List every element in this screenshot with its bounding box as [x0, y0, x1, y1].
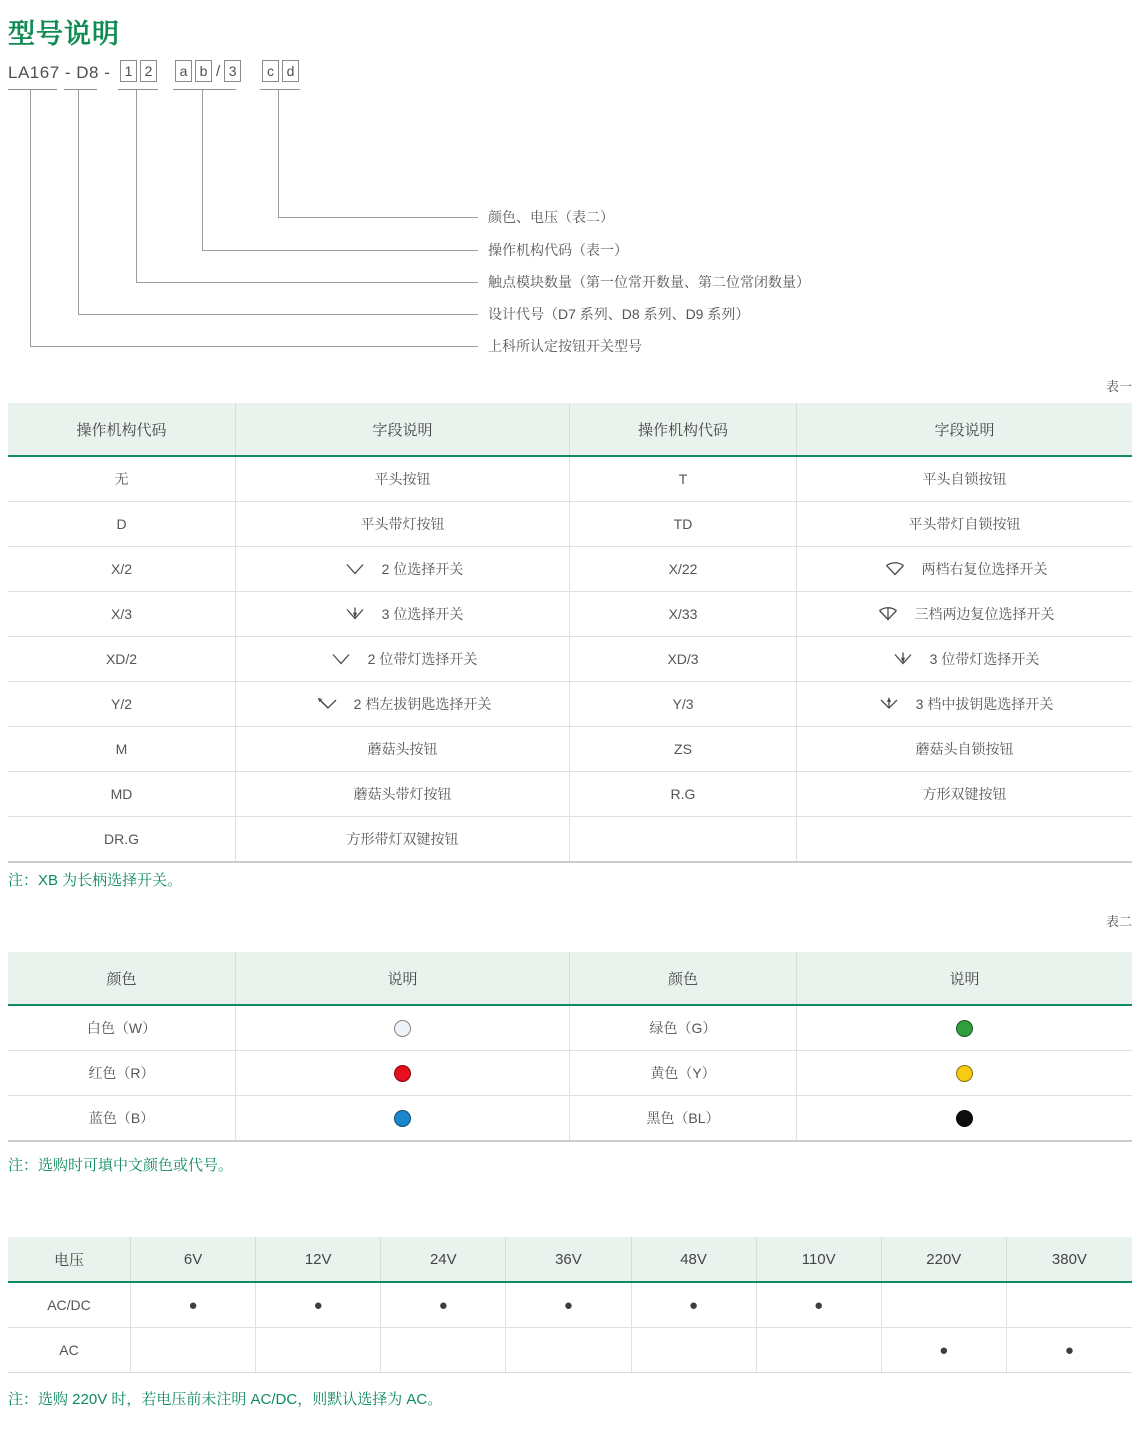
callout-design: 设计代号（D7 系列、D8 系列、D9 系列） — [488, 306, 750, 322]
column-header: 字段说明 — [236, 403, 570, 455]
callout-mechanism: 操作机构代码（表一） — [488, 242, 628, 258]
column-header: 颜色 — [570, 952, 797, 1004]
mechanism-code: X/2 — [8, 547, 236, 591]
column-header: 操作机构代码 — [8, 403, 236, 455]
availability-cell — [506, 1328, 631, 1372]
availability-cell — [256, 1283, 381, 1327]
mechanism-desc: 蘑菇头带灯按钮 — [236, 772, 570, 816]
availability-cell — [256, 1328, 381, 1372]
mechanism-code: XD/3 — [570, 637, 797, 681]
callout-series: 上科所认定按钮开关型号 — [488, 338, 642, 354]
mechanism-code: X/33 — [570, 592, 797, 636]
selector-2pos-icon — [328, 651, 354, 667]
selector-3pos-icon — [342, 606, 368, 622]
mechanism-code: MD — [8, 772, 236, 816]
color-swatch-cell — [797, 1051, 1132, 1095]
availability-dot: ● — [313, 1296, 323, 1314]
column-header: 48V — [632, 1237, 757, 1281]
availability-dot: ● — [1064, 1341, 1074, 1359]
column-header: 380V — [1051, 1250, 1087, 1268]
column-header: 电压 — [8, 1237, 131, 1281]
availability-dot: ● — [563, 1296, 573, 1314]
availability-cell — [131, 1328, 256, 1372]
mechanism-desc — [797, 637, 1132, 681]
mechanism-desc-text: 2 档左拔钥匙选择开关 — [353, 696, 492, 712]
mechanism-desc: 方形带灯双键按钮 — [236, 817, 570, 861]
mechanism-code: D — [8, 502, 236, 546]
availability-cell — [1007, 1328, 1132, 1372]
availability-cell — [1007, 1283, 1132, 1327]
key-selector-3pos-center-icon — [876, 696, 902, 712]
table1-tag: 表一 — [1105, 379, 1132, 394]
table2-header — [8, 952, 1132, 1006]
callout-color-voltage: 颜色、电压（表二） — [488, 209, 614, 225]
column-header: 操作机构代码 — [570, 403, 797, 455]
table1-header — [8, 403, 1132, 457]
column-header: 说明 — [949, 970, 980, 988]
model-box: a — [175, 60, 192, 82]
availability-cell — [757, 1328, 882, 1372]
color-swatch-cell — [797, 1096, 1132, 1140]
contact-count-boxes — [120, 60, 157, 82]
mechanism-desc-text: 3 位带灯选择开关 — [929, 651, 1040, 667]
color-swatch-cell — [236, 1096, 570, 1140]
mechanism-desc-text: 2 位带灯选择开关 — [367, 651, 478, 667]
column-header: 6V — [131, 1237, 256, 1281]
table1-note: 注：XB 为长柄选择开关。 — [8, 872, 183, 889]
table-row — [8, 592, 1132, 637]
mechanism-desc-text: 3 位选择开关 — [381, 606, 464, 622]
selector-3pos-spring-return-icon — [875, 606, 901, 622]
availability-dot: ● — [939, 1341, 949, 1359]
selector-3pos-icon — [890, 651, 916, 667]
mechanism-desc — [236, 682, 570, 726]
table-row — [8, 1051, 1132, 1096]
model-box: 2 — [140, 60, 157, 82]
table-row — [8, 502, 1132, 547]
mechanism-desc-text: 三档两边复位选择开关 — [914, 606, 1055, 622]
model-prefix: LA167 - D8 - — [8, 63, 111, 82]
model-box: 1 — [120, 60, 137, 82]
mechanism-code: 无 — [8, 457, 236, 501]
table-row — [8, 457, 1132, 502]
yellow-color-swatch — [956, 1065, 973, 1082]
callout-line-series — [30, 90, 478, 347]
mechanism-desc: 平头按钮 — [236, 457, 570, 501]
voltage-table — [8, 1237, 1132, 1373]
mechanism-desc-text: 两档右复位选择开关 — [921, 561, 1048, 577]
mechanism-desc: 平头带灯按钮 — [236, 502, 570, 546]
voltage-note: 注：选购 220V 时，若电压前未注明 AC/DC，则默认选择为 AC。 — [8, 1391, 443, 1408]
callout-contacts: 触点模块数量（第一位常开数量、第二位常闭数量） — [488, 274, 810, 290]
column-header: 36V — [506, 1237, 631, 1281]
voltage-table-header — [8, 1237, 1132, 1283]
model-box: d — [282, 60, 299, 82]
availability-cell — [632, 1328, 757, 1372]
mechanism-code: X/22 — [570, 547, 797, 591]
availability-dot: ● — [814, 1296, 824, 1314]
mechanism-desc: 蘑菇头按钮 — [236, 727, 570, 771]
supply-type-label: AC/DC — [8, 1283, 131, 1327]
mechanism-code: ZS — [570, 727, 797, 771]
mechanism-desc — [797, 547, 1132, 591]
mechanism-desc — [236, 637, 570, 681]
table-row — [8, 1328, 1132, 1373]
color-name: 红色（R） — [8, 1051, 236, 1095]
mechanism-code: DR.G — [8, 817, 236, 861]
table-row — [8, 817, 1132, 863]
color-name: 蓝色（B） — [8, 1096, 236, 1140]
table-row — [8, 637, 1132, 682]
table-row — [8, 682, 1132, 727]
column-header: 字段说明 — [934, 421, 995, 439]
mechanism-desc: 方形双键按钮 — [922, 786, 1007, 802]
color-swatch-cell — [236, 1006, 570, 1050]
black-color-swatch — [956, 1110, 973, 1127]
availability-cell — [882, 1328, 1007, 1372]
column-header: 24V — [381, 1237, 506, 1281]
green-color-swatch — [956, 1020, 973, 1037]
mechanism-code: XD/2 — [8, 637, 236, 681]
red-color-swatch — [394, 1065, 411, 1082]
mechanism-code: T — [570, 457, 797, 501]
table2-tag: 表二 — [1105, 914, 1132, 929]
key-selector-2pos-left-icon — [314, 696, 340, 712]
color-swatch-cell — [797, 1006, 1132, 1050]
availability-cell — [381, 1328, 506, 1372]
mechanism-code-table — [8, 403, 1132, 863]
availability-dot: ● — [438, 1296, 448, 1314]
mechanism-code: M — [8, 727, 236, 771]
column-header: 颜色 — [8, 952, 236, 1004]
mechanism-desc-text: 3 档中拔钥匙选择开关 — [915, 696, 1054, 712]
mechanism-desc — [236, 592, 570, 636]
mechanism-desc — [797, 817, 1132, 861]
availability-cell — [882, 1283, 1007, 1327]
table-row — [8, 1006, 1132, 1051]
color-voltage-boxes — [262, 60, 299, 82]
availability-dot: ● — [689, 1296, 699, 1314]
mechanism-code: TD — [570, 502, 797, 546]
model-box: c — [262, 60, 279, 82]
availability-cell — [506, 1283, 631, 1327]
table-row — [8, 1283, 1132, 1328]
mechanism-desc — [797, 682, 1132, 726]
mechanism-desc — [236, 547, 570, 591]
color-name: 白色（W） — [8, 1006, 236, 1050]
color-name: 黑色（BL） — [570, 1096, 797, 1140]
column-header: 220V — [882, 1237, 1007, 1281]
availability-cell — [632, 1283, 757, 1327]
column-header: 12V — [256, 1237, 381, 1281]
supply-type-label: AC — [8, 1328, 131, 1372]
mechanism-desc: 平头自锁按钮 — [922, 471, 1007, 487]
color-name: 黄色（Y） — [570, 1051, 797, 1095]
table-row — [8, 547, 1132, 592]
table2-note: 注：选购时可填中文颜色或代号。 — [8, 1157, 234, 1174]
mechanism-desc: 蘑菇头自锁按钮 — [915, 741, 1014, 757]
color-code-table — [8, 952, 1132, 1142]
model-box: 3 — [224, 60, 241, 82]
mechanism-code: R.G — [570, 772, 797, 816]
availability-cell — [381, 1283, 506, 1327]
color-swatch-cell — [236, 1051, 570, 1095]
table-row — [8, 727, 1132, 772]
table-row — [8, 1096, 1132, 1142]
mechanism-desc: 平头带灯自锁按钮 — [908, 516, 1021, 532]
availability-cell — [757, 1283, 882, 1327]
table-row — [8, 772, 1132, 817]
column-header: 110V — [757, 1237, 882, 1281]
mechanism-code: Y/2 — [8, 682, 236, 726]
mechanism-code: X/3 — [8, 592, 236, 636]
selector-2pos-spring-return-icon — [882, 561, 908, 577]
selector-2pos-icon — [342, 561, 368, 577]
slash-separator: / — [216, 62, 221, 80]
color-name: 绿色（G） — [570, 1006, 797, 1050]
availability-cell — [131, 1283, 256, 1327]
availability-dot: ● — [188, 1296, 198, 1314]
model-box: b — [195, 60, 212, 82]
column-header: 说明 — [236, 952, 570, 1004]
mechanism-code — [570, 817, 797, 861]
white-color-swatch — [394, 1020, 411, 1037]
mechanism-desc-text: 2 位选择开关 — [381, 561, 464, 577]
model-breakdown-diagram — [0, 55, 1140, 375]
mechanism-code: Y/3 — [570, 682, 797, 726]
mechanism-code-boxes — [175, 60, 241, 82]
page-title: 型号说明 — [8, 19, 120, 49]
blue-color-swatch — [394, 1110, 411, 1127]
mechanism-desc — [797, 592, 1132, 636]
